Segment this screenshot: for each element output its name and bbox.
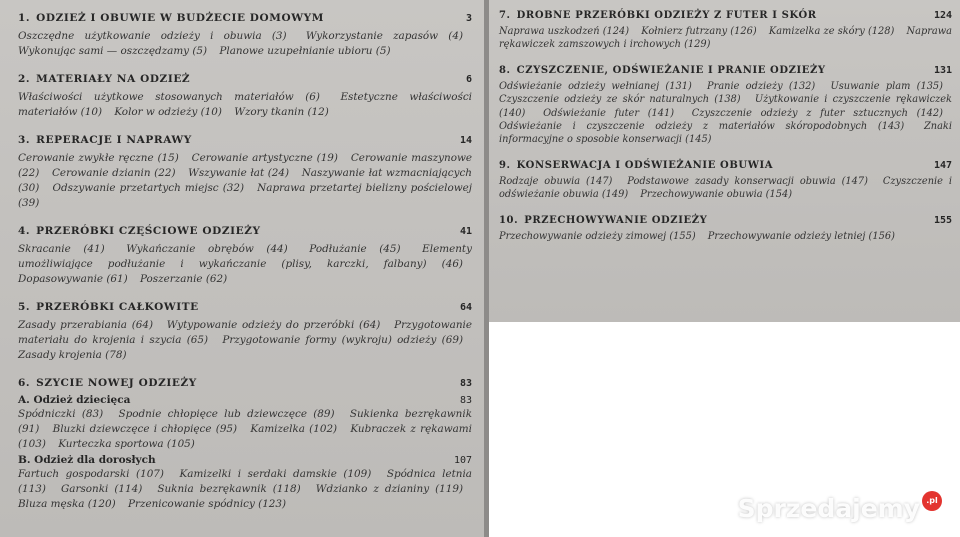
chapter-number: 7. (499, 10, 511, 21)
chapter-section (18, 377, 472, 512)
chapter-number: 3. (18, 134, 31, 146)
toc-entry[interactable]: Elementy umożliwiające podłużanie i wykańczanie (plisy, karczki, falbany) (46) (18, 243, 472, 270)
chapter-section (499, 160, 952, 202)
toc-entry[interactable]: Sukienka bezrękawnik (91) (18, 408, 472, 435)
toc-entry[interactable]: Odświeżanie i czyszczenie odzieży z materiałów skóropodobnych (143) (499, 121, 905, 133)
toc-entry[interactable]: Przechowywanie odzieży zimowej (155) (499, 230, 696, 242)
chapter-section (18, 301, 472, 363)
toc-entry[interactable]: Naszywanie łat wzmacniających (30) (18, 167, 472, 194)
toc-entry[interactable]: Przenicowanie spódnicy (123) (128, 498, 287, 510)
toc-entry[interactable]: Wzory tkanin (12) (234, 106, 329, 118)
chapter-heading[interactable] (499, 65, 952, 76)
toc-entry[interactable]: Czyszczenie i odświeżanie obuwia (149) (499, 175, 952, 201)
chapter-title-group (499, 160, 773, 171)
toc-entry[interactable]: Spodnie chłopięce lub dziewczęce (89) (118, 408, 335, 420)
toc-entry[interactable]: Spódnica letnia (113) (18, 468, 472, 495)
chapter-title: SZYCIE NOWEJ ODZIEŻY (36, 377, 197, 389)
toc-entry[interactable]: Wdzianko z dzianiny (119) (315, 483, 464, 495)
toc-entry[interactable]: Odświeżanie futer (141) (543, 107, 675, 119)
chapter-section (499, 215, 952, 243)
toc-entry[interactable]: Podstawowe zasady konserwacji obuwia (147) (627, 175, 868, 187)
chapter-page-number: 147 (933, 159, 952, 171)
toc-entry[interactable]: Naprawa przetartej bielizny pościelowej (39) (18, 182, 472, 209)
toc-entry[interactable]: Kamizelki i serdaki damskie (109) (179, 468, 372, 480)
chapter-title-group (18, 73, 190, 85)
chapter-heading[interactable] (18, 73, 472, 85)
chapter-heading[interactable] (18, 12, 472, 24)
toc-entry[interactable]: Przechowywanie obuwia (154) (640, 189, 793, 201)
chapter-title-group (499, 215, 707, 226)
chapter-section (499, 65, 952, 147)
chapter-page-number: 124 (933, 10, 952, 21)
entry-list (18, 467, 472, 512)
toc-entry[interactable]: Użytkowanie i czyszczenie rękawiczek (140) (499, 94, 952, 119)
chapter-heading[interactable] (18, 377, 472, 389)
toc-entry[interactable]: Właściwości użytkowe stosowanych materiałów (6) (18, 91, 320, 103)
subsection-page-number: 83 (459, 395, 472, 406)
subsection-heading[interactable] (18, 454, 472, 466)
toc-entry[interactable]: Dopasowywanie (61) (18, 273, 128, 285)
chapter-number: 2. (18, 73, 31, 85)
toc-entry[interactable]: Przechowywanie odzieży letniej (156) (707, 230, 895, 242)
subsection (18, 394, 472, 452)
subsection-title: B. Odzież dla dorosłych (18, 454, 156, 466)
chapter-section (18, 12, 472, 59)
chapter-page-number: 155 (933, 214, 952, 226)
toc-entry[interactable]: Cerowanie zwykłe ręczne (15) (18, 152, 179, 164)
toc-entry[interactable]: Cerowanie dzianin (22) (51, 167, 176, 179)
subsection (18, 454, 472, 512)
toc-entry[interactable]: Podłużanie (45) (309, 243, 401, 255)
toc-entry[interactable]: Wykonując sami — oszczędzamy (5) (18, 45, 208, 57)
toc-entry[interactable]: Suknia bezrękawnik (118) (157, 483, 301, 495)
chapter-section (499, 10, 952, 52)
entry-list (18, 29, 472, 59)
chapter-page-number: 3 (465, 13, 472, 24)
chapter-title: PRZECHOWYWANIE ODZIEŻY (524, 214, 708, 226)
chapter-title-group (18, 134, 192, 146)
toc-entry[interactable]: Zasady krojenia (78) (18, 349, 127, 361)
chapter-title: MATERIAŁY NA ODZIEŻ (36, 73, 191, 85)
chapter-title-group (18, 12, 324, 24)
toc-entry[interactable]: Wszywanie łat (24) (188, 167, 290, 179)
toc-entry[interactable]: Kamizelka ze skóry (128) (768, 26, 895, 37)
entry-list (499, 25, 952, 52)
chapter-number: 6. (18, 377, 31, 389)
toc-entry[interactable]: Czyszczenie odzieży ze skór naturalnych (138) (499, 94, 741, 106)
toc-entry[interactable]: Garsonki (114) (60, 483, 143, 495)
chapter-title: REPERACJE I NAPRAWY (36, 134, 192, 146)
chapter-heading[interactable] (499, 160, 952, 171)
chapter-heading[interactable] (18, 134, 472, 146)
entry-list (18, 407, 472, 452)
subsection-page-number: 107 (453, 455, 472, 466)
chapter-heading[interactable] (499, 215, 952, 226)
chapter-page-number: 131 (933, 64, 952, 76)
toc-entry[interactable]: Zasady przerabiania (64) (18, 319, 154, 331)
chapter-title: PRZERÓBKI CZĘŚCIOWE ODZIEŻY (36, 225, 261, 237)
toc-entry[interactable]: Usuwanie plam (135) (830, 80, 943, 92)
toc-entry[interactable]: Cerowanie artystyczne (19) (191, 152, 338, 164)
toc-entry[interactable]: Skracanie (41) (18, 243, 105, 255)
entry-list (18, 318, 472, 363)
chapter-title: PRZERÓBKI CAŁKOWITE (36, 301, 199, 313)
chapter-section (18, 134, 472, 211)
toc-entry[interactable]: Odświeżanie odzieży wełnianej (131) (499, 80, 692, 92)
toc-entry[interactable]: Oszczędne użytkowanie odzieży i obuwia (3) (18, 30, 287, 42)
entry-list (499, 175, 952, 202)
chapter-heading[interactable] (18, 301, 472, 313)
chapter-section (18, 225, 472, 287)
entry-list (18, 90, 472, 120)
toc-entry[interactable]: Wytypowanie odzieży do przeróbki (64) (166, 319, 381, 331)
toc-entry[interactable]: Bluza męska (120) (18, 498, 116, 510)
toc-entry[interactable]: Naprawa uszkodzeń (124) (499, 26, 630, 37)
chapter-title-group (499, 10, 817, 21)
chapter-page-number: 14 (459, 135, 472, 146)
entry-list (18, 242, 472, 287)
chapter-number: 1. (18, 12, 31, 24)
chapter-title-group (18, 301, 199, 313)
chapter-page-number: 41 (459, 226, 472, 237)
toc-entry[interactable]: Wykorzystanie zapasów (4) (305, 30, 464, 42)
toc-entry[interactable]: Naprawa rękawiczek zamszowych i irchowych (129) (499, 26, 952, 51)
chapter-page-number: 64 (459, 302, 472, 313)
chapter-title-group (18, 225, 261, 237)
toc-entry[interactable]: Przygotowanie formy (wykroju) odzieży (69) (222, 334, 463, 346)
chapter-title-group (499, 65, 826, 76)
toc-entry[interactable]: Czyszczenie odzieży z futer sztucznych (142) (691, 107, 943, 119)
chapter-page-number: 6 (465, 74, 472, 85)
toc-entry[interactable]: Cerowanie maszynowe (22) (18, 152, 472, 179)
chapter-number: 8. (499, 64, 511, 76)
subsection-title: A. Odzież dziecięca (18, 394, 131, 406)
toc-entry[interactable]: Odszywanie przetartych miejsc (32) (52, 182, 245, 194)
chapter-number: 10. (499, 214, 519, 226)
entry-list (499, 80, 952, 147)
toc-entry[interactable]: Planowe uzupełnianie ubioru (5) (219, 45, 391, 57)
entry-list (499, 230, 952, 243)
watermark-logo (738, 494, 942, 523)
toc-entry[interactable]: Kolor w odzieży (10) (114, 106, 222, 118)
watermark-text: Sprzedajemy (737, 494, 920, 523)
toc-entry[interactable]: Wykańczanie obrębów (44) (126, 243, 288, 255)
chapter-heading[interactable] (18, 225, 472, 237)
toc-entry[interactable]: Kamizelka (102) (250, 423, 338, 435)
toc-entry[interactable]: Estetyczne właściwości materiałów (10) (18, 91, 472, 118)
toc-entry[interactable]: Pranie odzieży (132) (707, 80, 816, 92)
watermark-badge: .pl (922, 491, 942, 511)
chapter-page-number: 83 (459, 378, 472, 389)
chapter-title-group (18, 377, 197, 389)
toc-entry[interactable]: Kołnierz futrzany (126) (641, 26, 757, 37)
toc-entry[interactable]: Rodzaje obuwia (147) (499, 175, 613, 187)
chapter-title: CZYSZCZENIE, ODŚWIEŻANIE I PRANIE ODZIEŻY (516, 64, 826, 76)
toc-entry[interactable]: Przygotowanie materiału do krojenia i szycia (65) (18, 319, 472, 346)
chapter-title: KONSERWACJA I ODŚWIEŻANIE OBUWIA (516, 159, 774, 171)
toc-entry[interactable]: Kubraczek z rękawami (103) (18, 423, 472, 450)
entry-list (18, 151, 472, 211)
toc-entry[interactable]: Kurteczka sportowa (105) (58, 438, 195, 450)
toc-entry[interactable]: Fartuch gospodarski (107) (18, 468, 164, 480)
toc-entry[interactable]: Poszerzanie (62) (139, 273, 228, 285)
chapter-heading[interactable] (499, 10, 952, 21)
right-page (489, 0, 960, 322)
chapter-number: 4. (18, 225, 31, 237)
toc-entry[interactable]: Bluzki dziewczęce i chłopięce (95) (52, 423, 238, 435)
chapter-title: ODZIEŻ I OBUWIE W BUDŻECIE DOMOWYM (36, 12, 324, 24)
chapter-title: DROBNE PRZERÓBKI ODZIEŻY Z FUTER I SKÓR (516, 10, 817, 21)
chapter-number: 5. (18, 301, 31, 313)
chapter-section (18, 73, 472, 120)
toc-entry[interactable]: Znaki informacyjne o sposobie konserwacji (145) (499, 121, 952, 146)
toc-entry[interactable]: Spódniczki (83) (18, 408, 104, 420)
chapter-number: 9. (499, 159, 511, 171)
subsection-heading[interactable] (18, 394, 472, 406)
